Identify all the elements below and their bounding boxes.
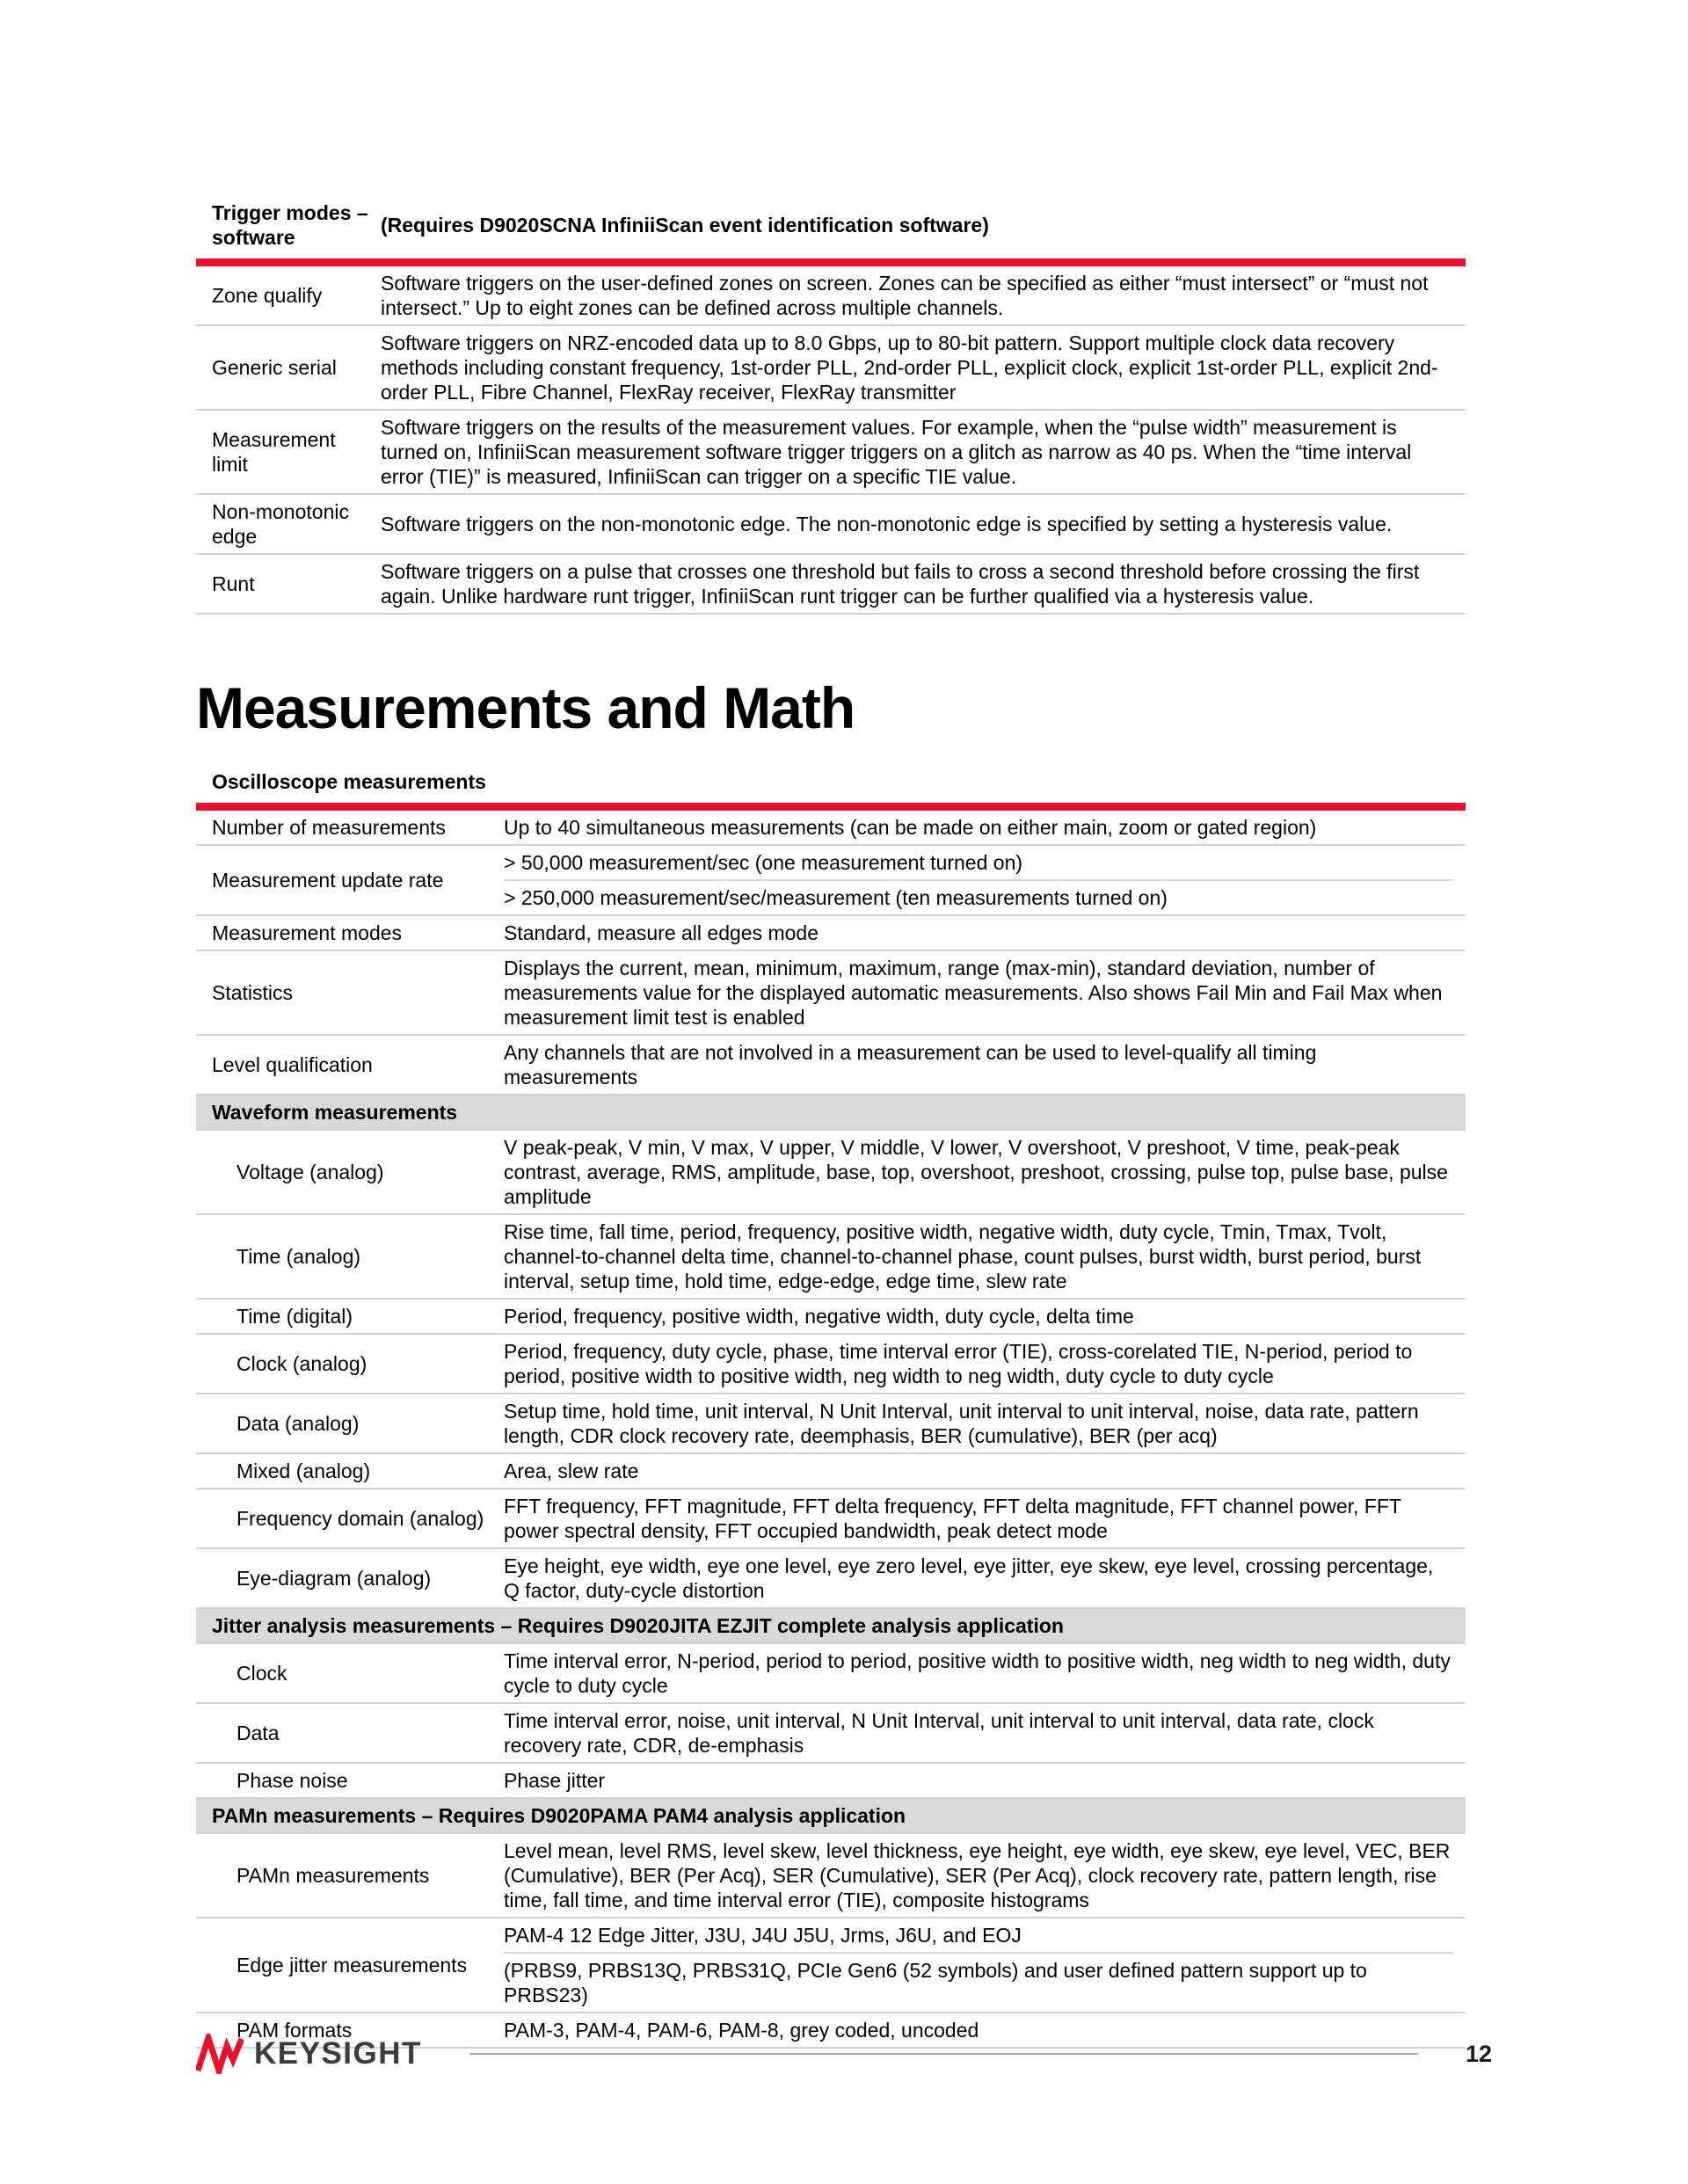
table-row bbox=[196, 411, 1466, 495]
measurements-table-title: Oscilloscope measurements bbox=[212, 770, 486, 793]
row-label: Mixed (analog) bbox=[236, 1460, 371, 1482]
row-value: Phase jitter bbox=[504, 1769, 606, 1792]
row-value: Software triggers on the non-monotonic edge. The non-monotonic edge is specified by setting a hysteresis value. bbox=[381, 513, 1393, 535]
row-value: V peak-peak, V min, V max, V upper, V middle, V lower, V overshoot, V preshoot, V time, peak-peak contrast, average, RMS, amplitude, base, top, overshoot, preshoot, crossing, pulse top, pulse base, pulse amplitude bbox=[504, 1136, 1448, 1208]
table-row bbox=[196, 1454, 1466, 1489]
row-label: Phase noise bbox=[236, 1769, 348, 1792]
page-footer bbox=[196, 2031, 1492, 2077]
row-label: Statistics bbox=[212, 981, 294, 1004]
row-value: Period, frequency, duty cycle, phase, time interval error (TIE), cross-corelated TIE, N-period, period to period, positive width to positive width, neg width to neg width, duty cycle to duty cycle bbox=[504, 1340, 1413, 1387]
table-row bbox=[196, 1299, 1466, 1335]
table-row bbox=[196, 1489, 1466, 1549]
table-row bbox=[196, 1335, 1466, 1394]
row-label: Time (digital) bbox=[236, 1305, 353, 1328]
row-label: Frequency domain (analog) bbox=[236, 1507, 484, 1530]
table-row bbox=[196, 1704, 1466, 1764]
trigger-table-header bbox=[196, 200, 1466, 258]
row-value: Displays the current, mean, minimum, maximum, range (max-min), standard deviation, number of measurements value for the displayed automatic measurements. Also shows Fail Min and Fail Max when measurement limit test is enabled bbox=[504, 957, 1443, 1029]
row-label: PAMn measurements bbox=[236, 1864, 430, 1887]
row-label: PAM formats bbox=[236, 2019, 353, 2042]
table-row bbox=[196, 266, 1466, 326]
row-label: Voltage (analog) bbox=[236, 1161, 384, 1183]
keysight-spark-icon bbox=[196, 2034, 244, 2074]
row-label: Clock (analog) bbox=[236, 1352, 367, 1375]
row-value: Period, frequency, positive width, negative width, duty cycle, delta time bbox=[504, 1305, 1134, 1328]
table-row bbox=[196, 1131, 1466, 1215]
row-value: Time interval error, noise, unit interval, N Unit Interval, unit interval to unit interval, data rate, clock recovery rate, CDR, de-emphasis bbox=[504, 1709, 1374, 1757]
row-label: Generic serial bbox=[212, 356, 337, 379]
section-label: Jitter analysis measurements – Requires D9020JITA EZJIT complete analysis application bbox=[212, 1614, 1064, 1637]
trigger-modes-table bbox=[196, 200, 1466, 615]
row-value-line: (PRBS9, PRBS13Q, PRBS31Q, PCIe Gen6 (52 symbols) and user defined pattern support up to PRBS23) bbox=[504, 1952, 1453, 2012]
row-value: Area, slew rate bbox=[504, 1460, 639, 1482]
section-label: Waveform measurements bbox=[212, 1101, 458, 1124]
table-section-header bbox=[196, 1096, 1466, 1131]
row-value: Standard, measure all edges mode bbox=[504, 921, 819, 944]
row-label: Eye-diagram (analog) bbox=[236, 1567, 432, 1590]
row-value: Rise time, fall time, period, frequency, positive width, negative width, duty cycle, Tmin, Tmax, Tvolt, channel-to-channel delta time, channel-to-channel phase, count pulses, burst width, burst period, burst interval, setup time, hold time, edge-edge, edge time, slew rate bbox=[504, 1220, 1422, 1292]
table-row bbox=[196, 326, 1466, 411]
row-label: Runt bbox=[212, 572, 255, 595]
row-value bbox=[504, 1918, 1466, 2012]
table-row bbox=[196, 951, 1466, 1036]
row-label: Number of measurements bbox=[212, 816, 446, 839]
brand-wordmark: KEYSIGHT bbox=[254, 2036, 422, 2071]
red-accent-bar bbox=[196, 803, 1466, 811]
table-row bbox=[196, 846, 1466, 916]
table-row bbox=[196, 1644, 1466, 1704]
table-row bbox=[196, 1918, 1466, 2013]
table-row bbox=[196, 1394, 1466, 1454]
measurements-table bbox=[196, 769, 1466, 2049]
row-value: Software triggers on NRZ-encoded data up to 8.0 Gbps, up to 80-bit pattern. Support multiple clock data recovery methods including constant frequency, 1st-order PLL, 2nd-order PLL, explicit clock, explicit 1st-order PLL, explicit 2nd-order PLL, Fibre Channel, FlexRay receiver, FlexRay transmitter bbox=[381, 331, 1438, 404]
row-value: Time interval error, N-period, period to period, positive width to positive width, neg width to neg width, duty cycle to duty cycle bbox=[504, 1649, 1451, 1697]
footer-divider-line bbox=[469, 2053, 1418, 2055]
table-row bbox=[196, 1834, 1466, 1918]
page-content bbox=[196, 0, 1466, 2049]
red-accent-bar bbox=[196, 258, 1466, 266]
row-value: PAM-3, PAM-4, PAM-6, PAM-8, grey coded, uncoded bbox=[504, 2019, 979, 2042]
row-value: Any channels that are not involved in a measurement can be used to level-qualify all timing measurements bbox=[504, 1041, 1317, 1088]
row-value: Setup time, hold time, unit interval, N Unit Interval, unit interval to unit interval, noise, data rate, pattern length, CDR clock recovery rate, deemphasis, BER (cumulative), BER (per acq) bbox=[504, 1400, 1419, 1447]
page-number: 12 bbox=[1465, 2040, 1492, 2067]
row-label: Time (analog) bbox=[236, 1245, 361, 1268]
table-row bbox=[196, 1549, 1466, 1609]
table-row bbox=[196, 811, 1466, 846]
row-label: Non-monotonic edge bbox=[212, 500, 349, 548]
table-section-header bbox=[196, 1609, 1466, 1644]
row-label: Measurement update rate bbox=[212, 869, 444, 892]
row-value: Software triggers on a pulse that crosses one threshold but fails to cross a second threshold before crossing the first again. Unlike hardware runt trigger, InfiniiScan runt trigger can be further qualified via a hysteresis value. bbox=[381, 560, 1420, 608]
row-value: Up to 40 simultaneous measurements (can be made on either main, zoom or gated region) bbox=[504, 816, 1317, 839]
row-value: FFT frequency, FFT magnitude, FFT delta frequency, FFT delta magnitude, FFT channel power, FFT power spectral density, FFT occupied bandwidth, peak detect mode bbox=[504, 1495, 1401, 1542]
table-row bbox=[196, 1036, 1466, 1096]
row-label: Data (analog) bbox=[236, 1412, 360, 1435]
section-label: PAMn measurements – Requires D9020PAMA PAM4 analysis application bbox=[212, 1804, 906, 1827]
section-heading: Measurements and Math bbox=[196, 675, 855, 740]
row-value-line: PAM-4 12 Edge Jitter, J3U, J4U J5U, Jrms, J6U, and EOJ bbox=[504, 1924, 1022, 1947]
row-label: Measurement limit bbox=[212, 428, 336, 476]
table-row bbox=[196, 1215, 1466, 1299]
row-label: Clock bbox=[236, 1662, 287, 1685]
row-value: Eye height, eye width, eye one level, eye zero level, eye jitter, eye skew, eye level, crossing percentage, Q factor, duty-cycle distortion bbox=[504, 1554, 1434, 1602]
table-row bbox=[196, 495, 1466, 555]
trigger-table-note: (Requires D9020SCNA InfiniiScan event identification software) bbox=[381, 214, 989, 237]
row-label: Edge jitter measurements bbox=[236, 1954, 468, 1977]
row-value: Level mean, level RMS, level skew, level thickness, eye height, eye width, eye skew, eye level, VEC, BER (Cumulative), BER (Per Acq), SER (Cumulative), SER (Per Acq), clock recovery rate, pattern length, rise time, fall time, and time interval error (TIE), composite histograms bbox=[504, 1839, 1451, 1911]
table-row bbox=[196, 1764, 1466, 1799]
table-section-header bbox=[196, 1799, 1466, 1834]
table-row bbox=[196, 555, 1466, 615]
row-label: Level qualification bbox=[212, 1053, 373, 1076]
row-value: Software triggers on the results of the measurement values. For example, when the “pulse width” measurement is turned on, InfiniiScan measurement software trigger triggers on a glitch as narrow as 40 ps. When the “time interval error (TIE)” is measured, InfiniiScan can trigger on a specific TIE value. bbox=[381, 416, 1412, 488]
trigger-table-title: Trigger modes – software bbox=[212, 201, 368, 249]
row-label: Measurement modes bbox=[212, 921, 403, 944]
row-value-line: > 50,000 measurement/sec (one measurement turned on) bbox=[504, 851, 1023, 874]
row-value-line: > 250,000 measurement/sec/measurement (ten measurements turned on) bbox=[504, 879, 1453, 914]
row-label: Data bbox=[236, 1722, 280, 1744]
row-label: Zone qualify bbox=[212, 284, 323, 307]
row-value: Software triggers on the user-defined zones on screen. Zones can be specified as either “must intersect” or “must not intersect.” Up to eight zones can be defined across multiple channels. bbox=[381, 272, 1429, 319]
row-value bbox=[504, 846, 1466, 914]
keysight-logo bbox=[196, 2034, 422, 2074]
table-row bbox=[196, 916, 1466, 951]
